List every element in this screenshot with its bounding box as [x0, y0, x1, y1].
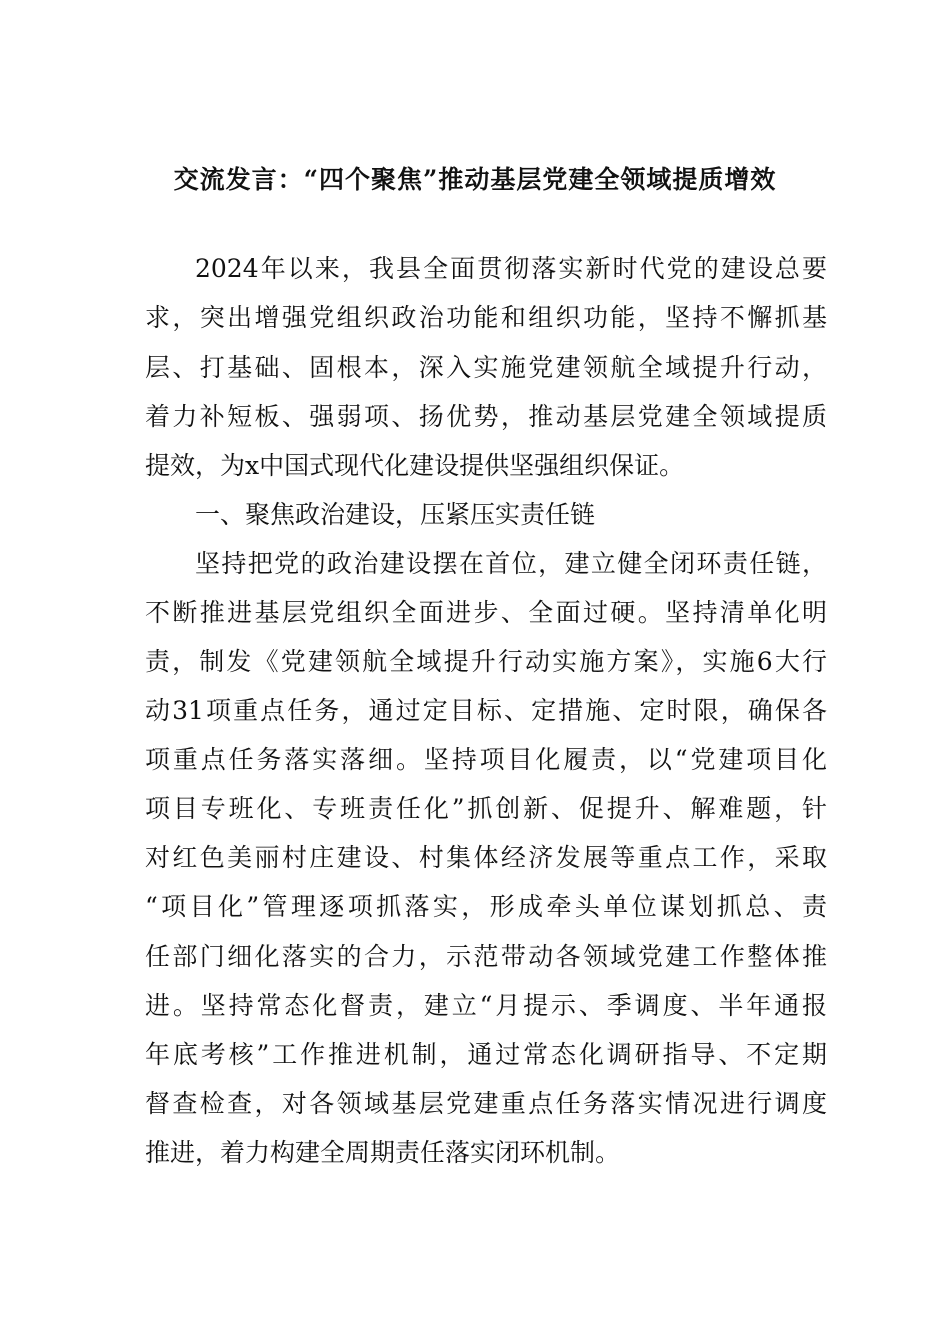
paragraph-line: 年底考核”工作推进机制，通过常态化调研指导、不定期 [145, 1040, 827, 1069]
paragraph-line: “项目化”管理逐项抓落实，形成牵头单位谋划抓总、责 [145, 892, 827, 921]
paragraph-line: 项重点任务落实落细。坚持项目化履责，以“党建项目化 [145, 745, 827, 774]
paragraph-line: 提效，为x中国式现代化建设提供坚强组织保证。 [145, 451, 685, 480]
paragraph-line: 责，制发《党建领航全域提升行动实施方案》，实施6大行 [145, 647, 827, 676]
paragraph-line: 进。坚持常态化督责，建立“月提示、季调度、半年通报 [145, 991, 827, 1020]
paragraph-line: 项目专班化、专班责任化”抓创新、促提升、解难题，针 [145, 794, 827, 823]
document-title: 交流发言：“四个聚焦”推动基层党建全领域提质增效 [173, 165, 777, 194]
paragraph-line: 层、打基础、固根本，深入实施党建领航全域提升行动， [145, 353, 827, 382]
paragraph-line: 不断推进基层党组织全面进步、全面过硬。坚持清单化明 [145, 598, 827, 627]
paragraph-line: 2024年以来，我县全面贯彻落实新时代党的建设总要 [195, 254, 827, 283]
paragraph-line: 动31项重点任务，通过定目标、定措施、定时限，确保各 [145, 696, 827, 725]
paragraph-line: 着力补短板、强弱项、扬优势，推动基层党建全领域提质 [145, 402, 827, 431]
paragraph-line: 对红色美丽村庄建设、村集体经济发展等重点工作，采取 [145, 843, 827, 872]
paragraph-line: 任部门细化落实的合力，示范带动各领域党建工作整体推 [145, 942, 827, 971]
section-heading: 一、聚焦政治建设，压紧压实责任链 [195, 500, 596, 529]
paragraph-line: 督查检查，对各领域基层党建重点任务落实情况进行调度 [145, 1089, 827, 1118]
paragraph-line: 求，突出增强党组织政治功能和组织功能，坚持不懈抓基 [145, 303, 827, 332]
paragraph-line: 坚持把党的政治建设摆在首位，建立健全闭环责任链， [195, 549, 827, 578]
paragraph-line: 推进，着力构建全周期责任落实闭环机制。 [145, 1138, 621, 1167]
